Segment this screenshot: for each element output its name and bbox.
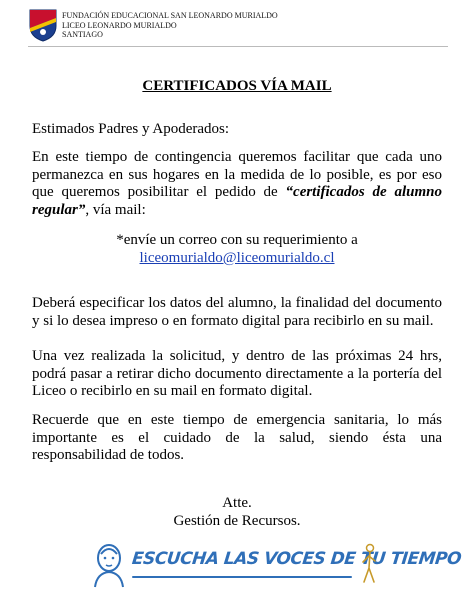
slogan-text: ESCUCHA LAS VOCES DE TU TIEMPO [130,549,463,569]
closing-department: Gestión de Recursos. [173,513,301,529]
school-crest-icon [28,8,58,42]
footer-banner [86,536,463,592]
slogan-underline [132,576,352,578]
paragraph-intro [32,149,442,219]
walking-figure-icon [358,542,380,586]
header-line-city: SANTIAGO [62,30,103,39]
header-divider [28,46,448,47]
signature-block [0,494,474,530]
founder-portrait-icon [92,540,126,588]
email-link[interactable]: liceomurialdo@liceomurialdo.cl [139,249,335,266]
paragraph-intro-text: En este tiempo de contingencia queremos facilitar que cada uno permanezca en sus hogares en la medida de lo posible, es por eso que queremos posibilitar el pedido de [32,149,442,200]
request-line: *envíe un correo con su requerimiento a [116,232,358,248]
paragraph-intro-tail: , vía mail: [85,201,146,218]
letterhead [28,8,448,42]
certificate-emphasis: “certificados de alumno regular” [32,184,442,218]
institution-name [62,11,278,40]
request-instruction [0,232,474,267]
closing-atte: Atte. [222,495,252,511]
document-title: CERTIFICADOS VÍA MAIL [142,78,332,94]
header-line-foundation: FUNDACIÓN EDUCACIONAL SAN LEONARDO MURIALDO [62,11,278,20]
paragraph-health: Recuerde que en este tiempo de emergencia sanitaria, lo más importante es el cuidado de la salud, siendo ésta una responsabilidad de todos. [32,412,442,463]
greeting: Estimados Padres y Apoderados: [32,121,230,137]
paragraph-pickup: Una vez realizada la solicitud, y dentro de las próximas 24 hrs, podrá pasar a retirar dicho documento directamente a la portería del Liceo o recibirlo en su mail en formato digital. [32,348,442,399]
paragraph-details: Deberá especificar los datos del alumno, la finalidad del documento y si lo desea impreso o en formato digital para recibirlo en su mail. [32,295,442,329]
header-line-school: LICEO LEONARDO MURIALDO [62,20,177,30]
